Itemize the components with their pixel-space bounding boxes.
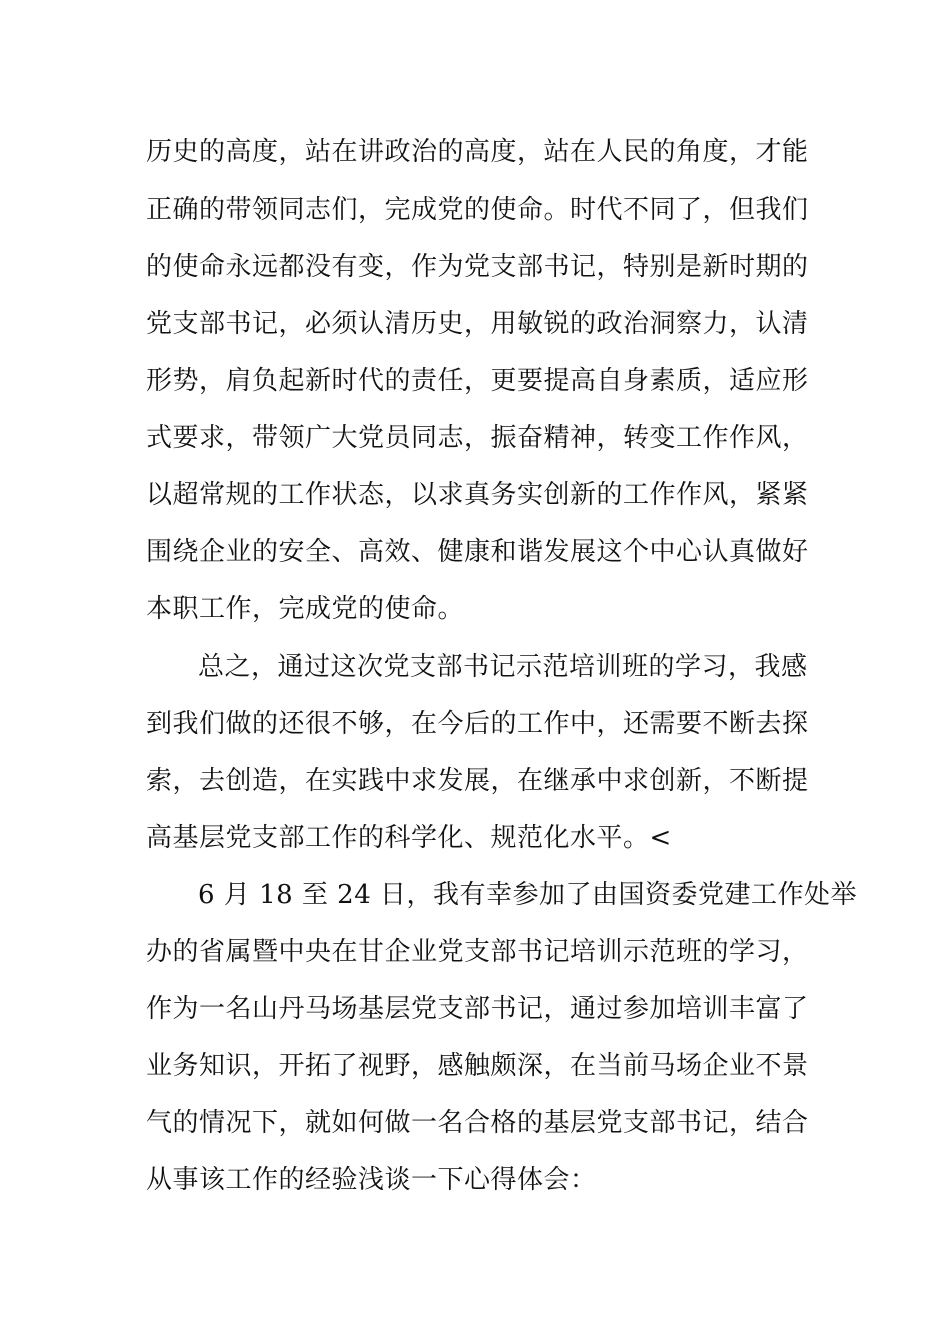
paragraph-2-line-4: 高基层党支部工作的科学化、规范化水平。< bbox=[146, 823, 672, 853]
paragraph-2-line-2: 到我们做的还很不够，在今后的工作中，还需要不断去探 bbox=[146, 709, 809, 739]
paragraph-3-line-1: 6 月 18 至 24 日，我有幸参加了由国资委党建工作处举 bbox=[198, 880, 858, 910]
paragraph-2-line-1: 总之，通过这次党支部书记示范培训班的学习，我感 bbox=[198, 652, 808, 682]
paragraph-1-line-8: 围绕企业的安全、高效、健康和谐发展这个中心认真做好 bbox=[146, 537, 809, 567]
paragraph-2-line-3: 索，去创造，在实践中求发展，在继承中求创新，不断提 bbox=[146, 766, 809, 796]
paragraph-1-line-3: 的使命永远都没有变，作为党支部书记，特别是新时期的 bbox=[146, 252, 809, 282]
paragraph-1-line-9: 本职工作，完成党的使命。 bbox=[146, 594, 465, 624]
paragraph-3-line-5: 气的情况下，就如何做一名合格的基层党支部书记，结合 bbox=[146, 1108, 809, 1138]
paragraph-1-line-1: 历史的高度，站在讲政治的高度，站在人民的角度，才能 bbox=[146, 137, 809, 167]
paragraph-1-line-2: 正确的带领同志们，完成党的使命。时代不同了，但我们 bbox=[146, 195, 809, 225]
paragraph-3-line-6: 从事该工作的经验浅谈一下心得体会： bbox=[146, 1165, 597, 1195]
paragraph-3-line-2: 办的省属暨中央在甘企业党支部书记培训示范班的学习， bbox=[146, 937, 809, 967]
paragraph-1-line-7: 以超常规的工作状态，以求真务实创新的工作作风，紧紧 bbox=[146, 480, 809, 510]
paragraph-3-line-4: 业务知识，开拓了视野，感触颇深，在当前马场企业不景 bbox=[146, 1051, 809, 1081]
paragraph-1-line-6: 式要求，带领广大党员同志，振奋精神，转变工作作风， bbox=[146, 423, 809, 453]
paragraph-1-line-5: 形势，肩负起新时代的责任，更要提高自身素质，适应形 bbox=[146, 366, 809, 396]
paragraph-3-line-3: 作为一名山丹马场基层党支部书记，通过参加培训丰富了 bbox=[146, 994, 809, 1024]
paragraph-1-line-4: 党支部书记，必须认清历史，用敏锐的政治洞察力，认清 bbox=[146, 309, 809, 339]
